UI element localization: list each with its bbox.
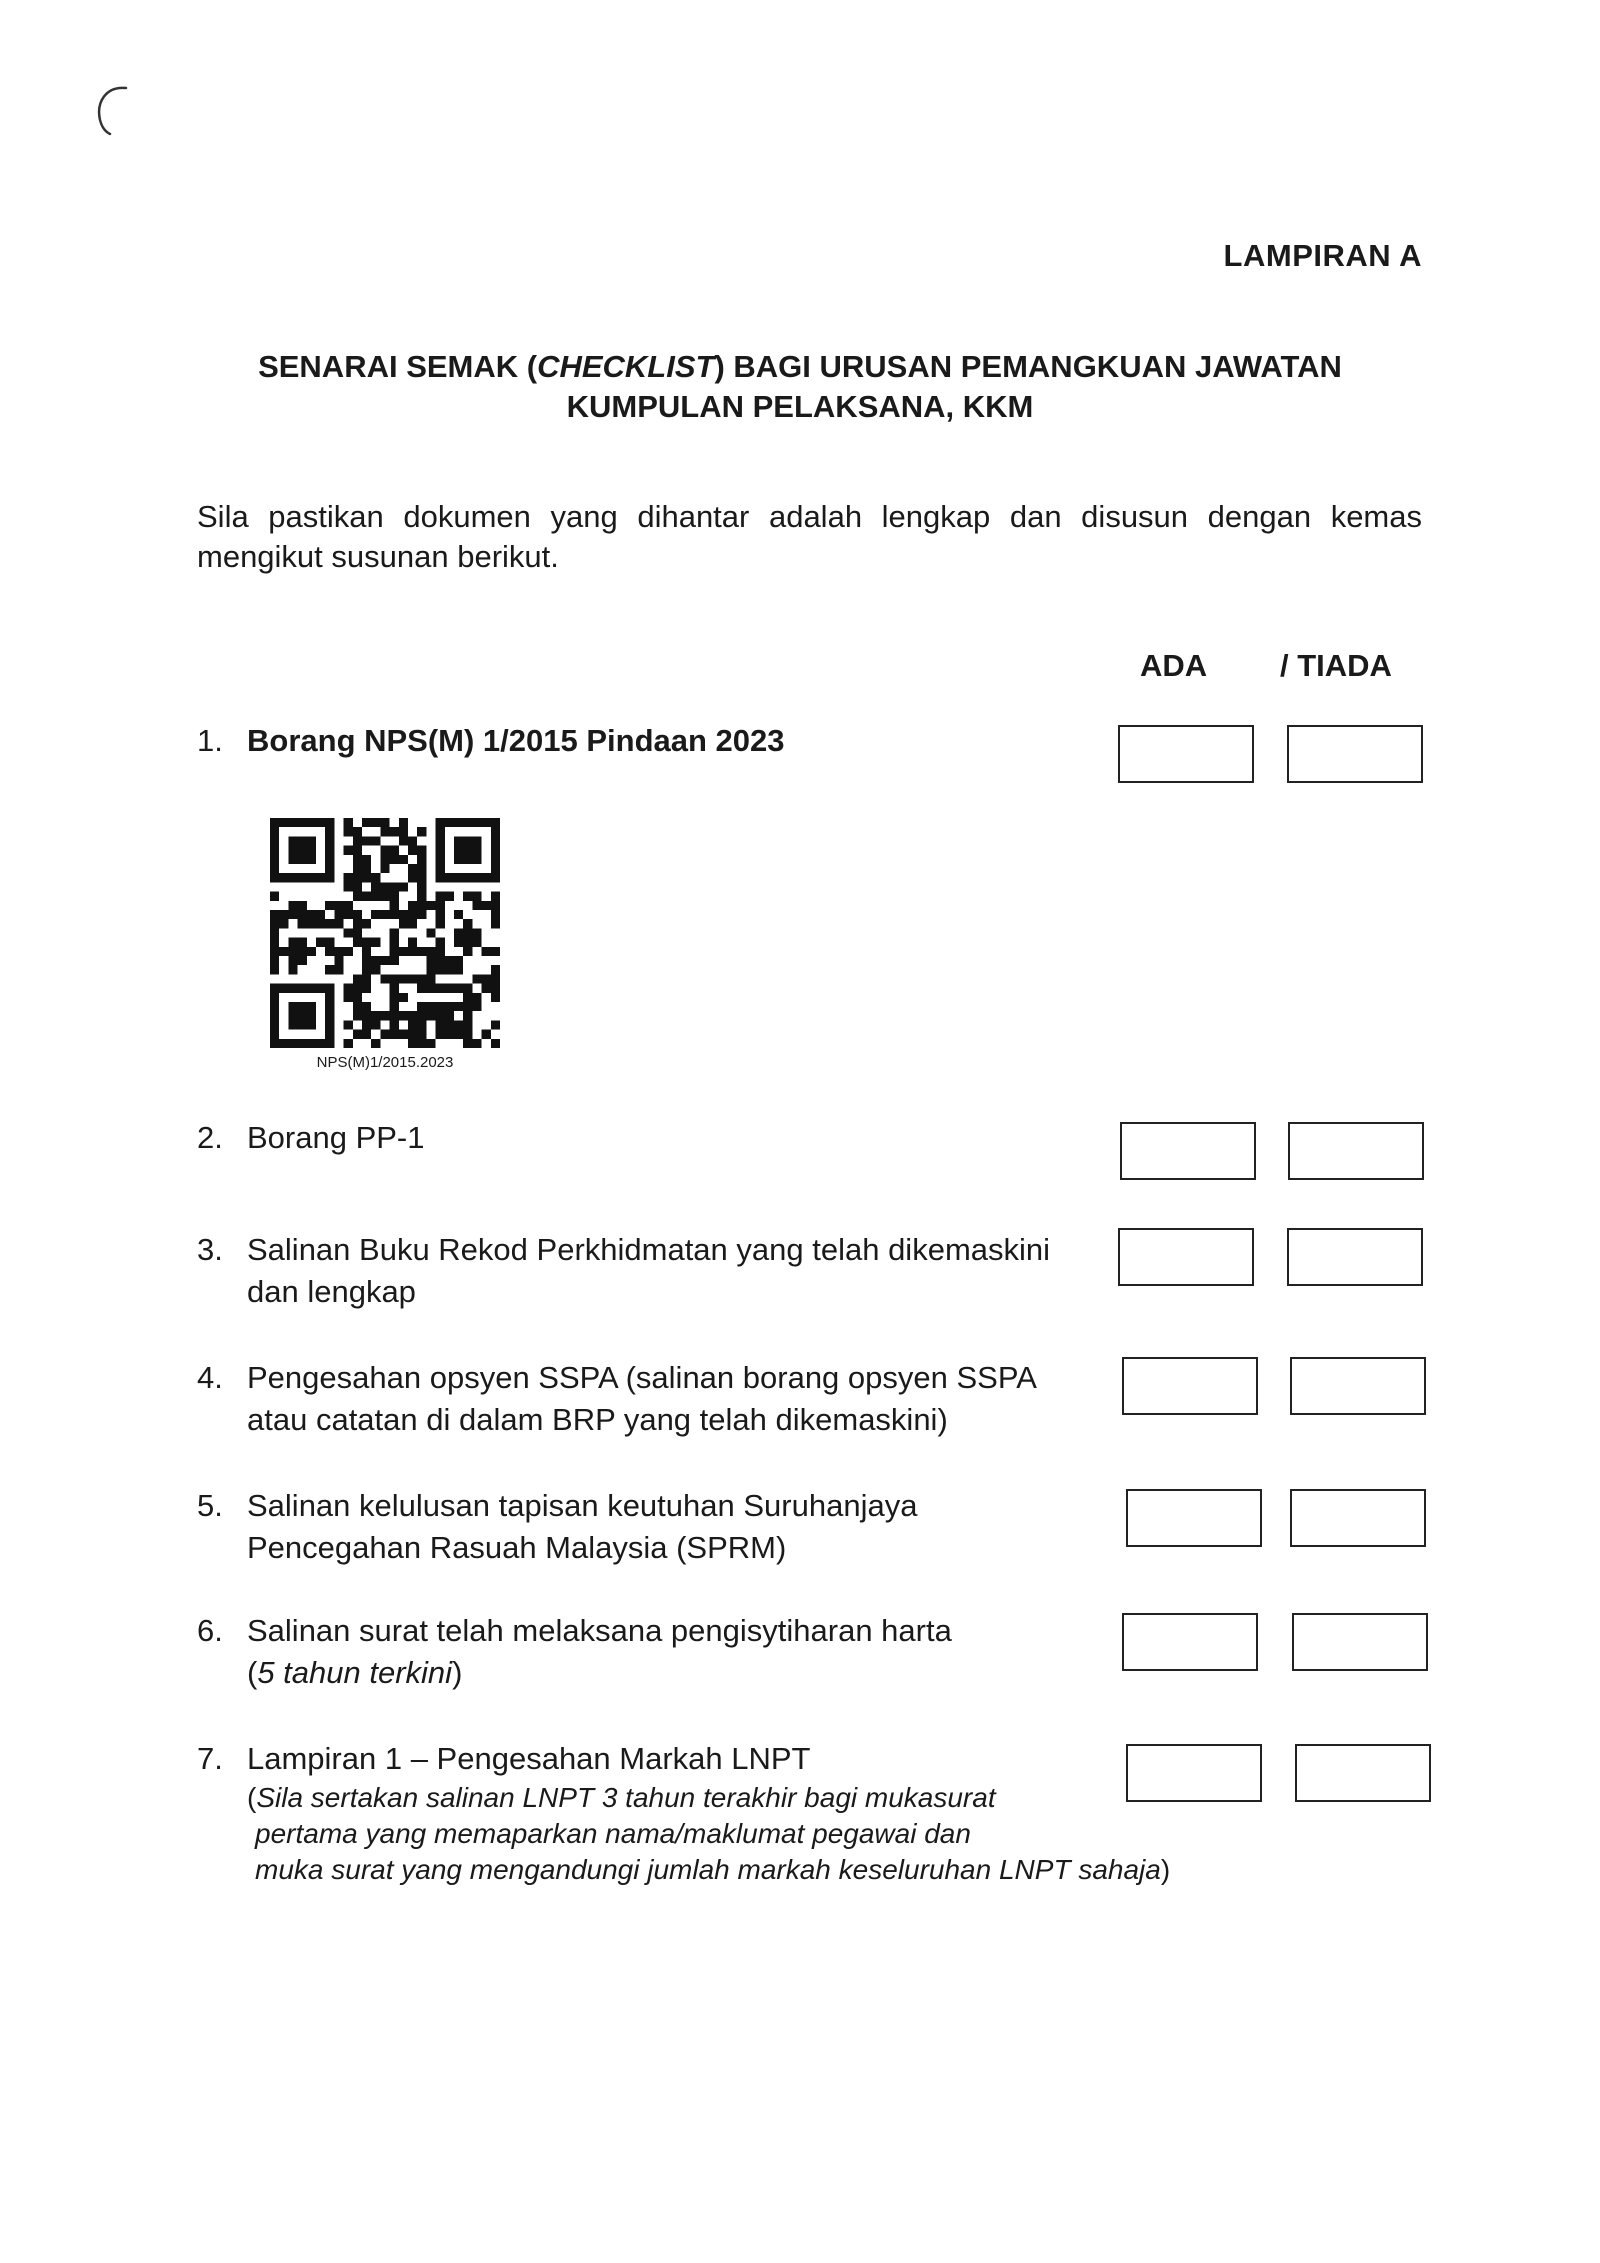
- item-label-line-1: Salinan kelulusan tapisan keutuhan Suruhanjaya: [247, 1488, 918, 1523]
- item-label-line-1: Salinan surat telah melaksana pengisytiharan harta: [247, 1613, 952, 1648]
- column-header-ada: ADA: [1140, 648, 1208, 683]
- note-line-3: muka surat yang mengandungi jumlah markah keseluruhan LNPT sahaja): [255, 1854, 1171, 1885]
- item-number: 7.: [197, 1741, 223, 1776]
- item-number: 6.: [197, 1613, 223, 1648]
- item-3-tiada-checkbox[interactable]: [1287, 1228, 1423, 1286]
- item-7-ada-checkbox[interactable]: [1126, 1744, 1262, 1802]
- item-7-note: [247, 1780, 1170, 1888]
- qr-caption: NPS(M)1/2015.2023: [316, 1054, 454, 1071]
- item-4-ada-checkbox[interactable]: [1122, 1357, 1258, 1415]
- title-line-1: SENARAI SEMAK (CHECKLIST) BAGI URUSAN PEMANGKUAN JAWATAN: [258, 349, 1342, 384]
- item-label-line-2: Pencegahan Rasuah Malaysia (SPRM): [247, 1530, 787, 1565]
- item-6-tiada-checkbox[interactable]: [1292, 1613, 1428, 1671]
- note-line-2: pertama yang memaparkan nama/maklumat pegawai dan: [255, 1818, 971, 1849]
- item-3-ada-checkbox[interactable]: [1118, 1228, 1254, 1286]
- item-6-ada-checkbox[interactable]: [1122, 1613, 1258, 1671]
- item-7-tiada-checkbox[interactable]: [1295, 1744, 1431, 1802]
- annex-label: LAMPIRAN A: [1223, 238, 1422, 273]
- title-line-2: KUMPULAN PELAKSANA, KKM: [566, 389, 1034, 424]
- item-number: 5.: [197, 1488, 223, 1523]
- column-header-tiada: / TIADA: [1280, 648, 1392, 683]
- item-5-tiada-checkbox[interactable]: [1290, 1489, 1426, 1547]
- item-4-tiada-checkbox[interactable]: [1290, 1357, 1426, 1415]
- note-line-1: (Sila sertakan salinan LNPT 3 tahun terakhir bagi mukasurat: [247, 1782, 996, 1813]
- item-1-ada-checkbox[interactable]: [1118, 725, 1254, 783]
- intro-line-2: mengikut susunan berikut.: [197, 539, 559, 574]
- item-number: 4.: [197, 1360, 223, 1395]
- item-label: Borang PP-1: [247, 1120, 425, 1155]
- qr-code-icon: [270, 818, 500, 1048]
- item-5-ada-checkbox[interactable]: [1126, 1489, 1262, 1547]
- item-number: 3.: [197, 1232, 223, 1267]
- item-label: Lampiran 1 – Pengesahan Markah LNPT: [247, 1741, 811, 1776]
- item-label-line-2: (5 tahun terkini): [247, 1655, 463, 1690]
- item-label-line-2: atau catatan di dalam BRP yang telah dikemaskini): [247, 1402, 948, 1437]
- document-title: [0, 347, 1600, 427]
- item-number: 1.: [197, 723, 223, 758]
- item-2-ada-checkbox[interactable]: [1120, 1122, 1256, 1180]
- item-label-line-2: dan lengkap: [247, 1274, 416, 1309]
- intro-line-1: Sila pastikan dokumen yang dihantar adalah lengkap dan disusun dengan kemas: [197, 499, 1422, 534]
- item-1-tiada-checkbox[interactable]: [1287, 725, 1423, 783]
- intro-paragraph: [197, 497, 1422, 577]
- item-number: 2.: [197, 1120, 223, 1155]
- item-2-tiada-checkbox[interactable]: [1288, 1122, 1424, 1180]
- item-label-line-1: Pengesahan opsyen SSPA (salinan borang opsyen SSPA: [247, 1360, 1037, 1395]
- item-label-line-1: Salinan Buku Rekod Perkhidmatan yang telah dikemaskini: [247, 1232, 1051, 1267]
- item-label: Borang NPS(M) 1/2015 Pindaan 2023: [247, 723, 785, 758]
- corner-mark-icon: [92, 80, 132, 140]
